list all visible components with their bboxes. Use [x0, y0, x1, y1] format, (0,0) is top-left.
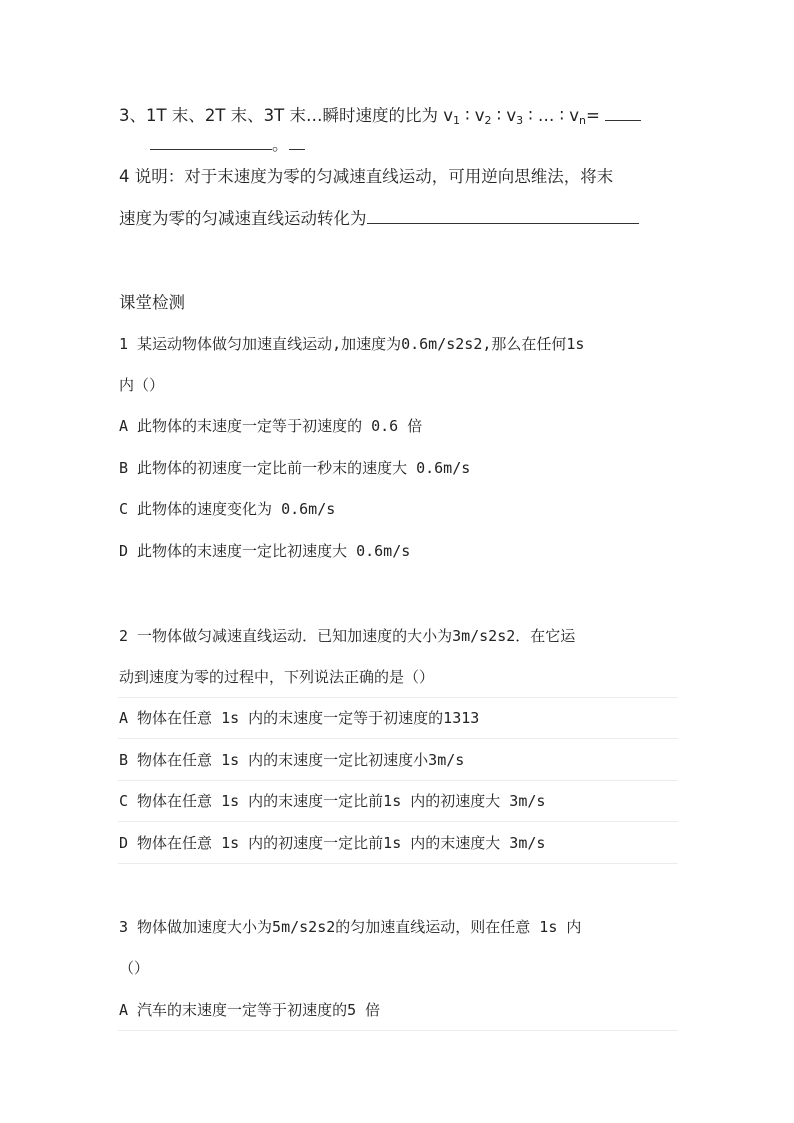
p2-option-d: D 物体在任意 1s 内的初速度一定比前1s 内的末速度大 3m/s — [119, 834, 546, 852]
p1-option-b: B 此物体的初速度一定比前一秒末的速度大 0.6m/s — [119, 459, 471, 477]
p1-option-d: D 此物体的末速度一定比初速度大 0.6m/s — [119, 542, 411, 560]
p1-option-a: A 此物体的末速度一定等于初速度的 0.6 倍 — [119, 417, 423, 435]
p2-stem-line1: 2 一物体做匀减速直线运动．已知加速度的大小为3m/s2s2．在它运 — [119, 627, 576, 645]
p3-option-a: A 汽车的末速度一定等于初速度的5 倍 — [119, 1001, 381, 1019]
p1-option-c: C 此物体的速度变化为 0.6m/s — [119, 500, 336, 518]
p2-option-a: A 物体在任意 1s 内的末速度一定等于初速度的1313 — [119, 709, 480, 727]
q3-blank-2 — [150, 133, 272, 150]
divider — [118, 738, 678, 739]
p2-stem-line2: 动到速度为零的过程中，下列说法正确的是（） — [119, 668, 435, 686]
divider — [118, 821, 678, 822]
divider — [118, 863, 678, 864]
p3-stem-line1: 3 物体做加速度大小为5m/s2s2的匀加速直线运动，则在任意 1s 内 — [119, 918, 582, 936]
divider — [118, 780, 678, 781]
q3-blank-1 — [605, 104, 641, 121]
p1-stem-line2: 内（） — [119, 376, 165, 394]
q3-line1 — [119, 104, 641, 127]
p1-stem-line1: 1 某运动物体做匀加速直线运动,加速度为0.6m/s2s2,那么在任何1s — [119, 335, 585, 353]
divider — [118, 1030, 678, 1031]
q3-text: 3、1T 末、2T 末、3T 末…瞬时速度的比为 — [119, 106, 444, 125]
q3-ratio: $v_1$ ∶ $v_2$ ∶ $v_3$ ∶ … ∶ $v_n=$ — [443, 106, 606, 127]
p2-option-c: C 物体在任意 1s 内的末速度一定比前1s 内的初速度大 3m/s — [119, 792, 546, 810]
section-title: 课堂检测 — [119, 293, 185, 312]
q4-blank — [367, 207, 639, 224]
q3-blank-3 — [289, 133, 305, 150]
q4-line2: 速度为零的匀减速直线运动转化为 — [119, 207, 639, 230]
divider — [118, 697, 678, 698]
p3-stem-line2: （） — [119, 959, 150, 977]
q3-line2 — [150, 133, 305, 156]
q3-end: 。 — [272, 135, 289, 154]
p2-option-b: B 物体在任意 1s 内的末速度一定比初速度小3m/s — [119, 751, 465, 769]
q4-line1: 4 说明：对于末速度为零的匀减速直线运动，可用逆向思维法，将末 — [119, 167, 614, 186]
